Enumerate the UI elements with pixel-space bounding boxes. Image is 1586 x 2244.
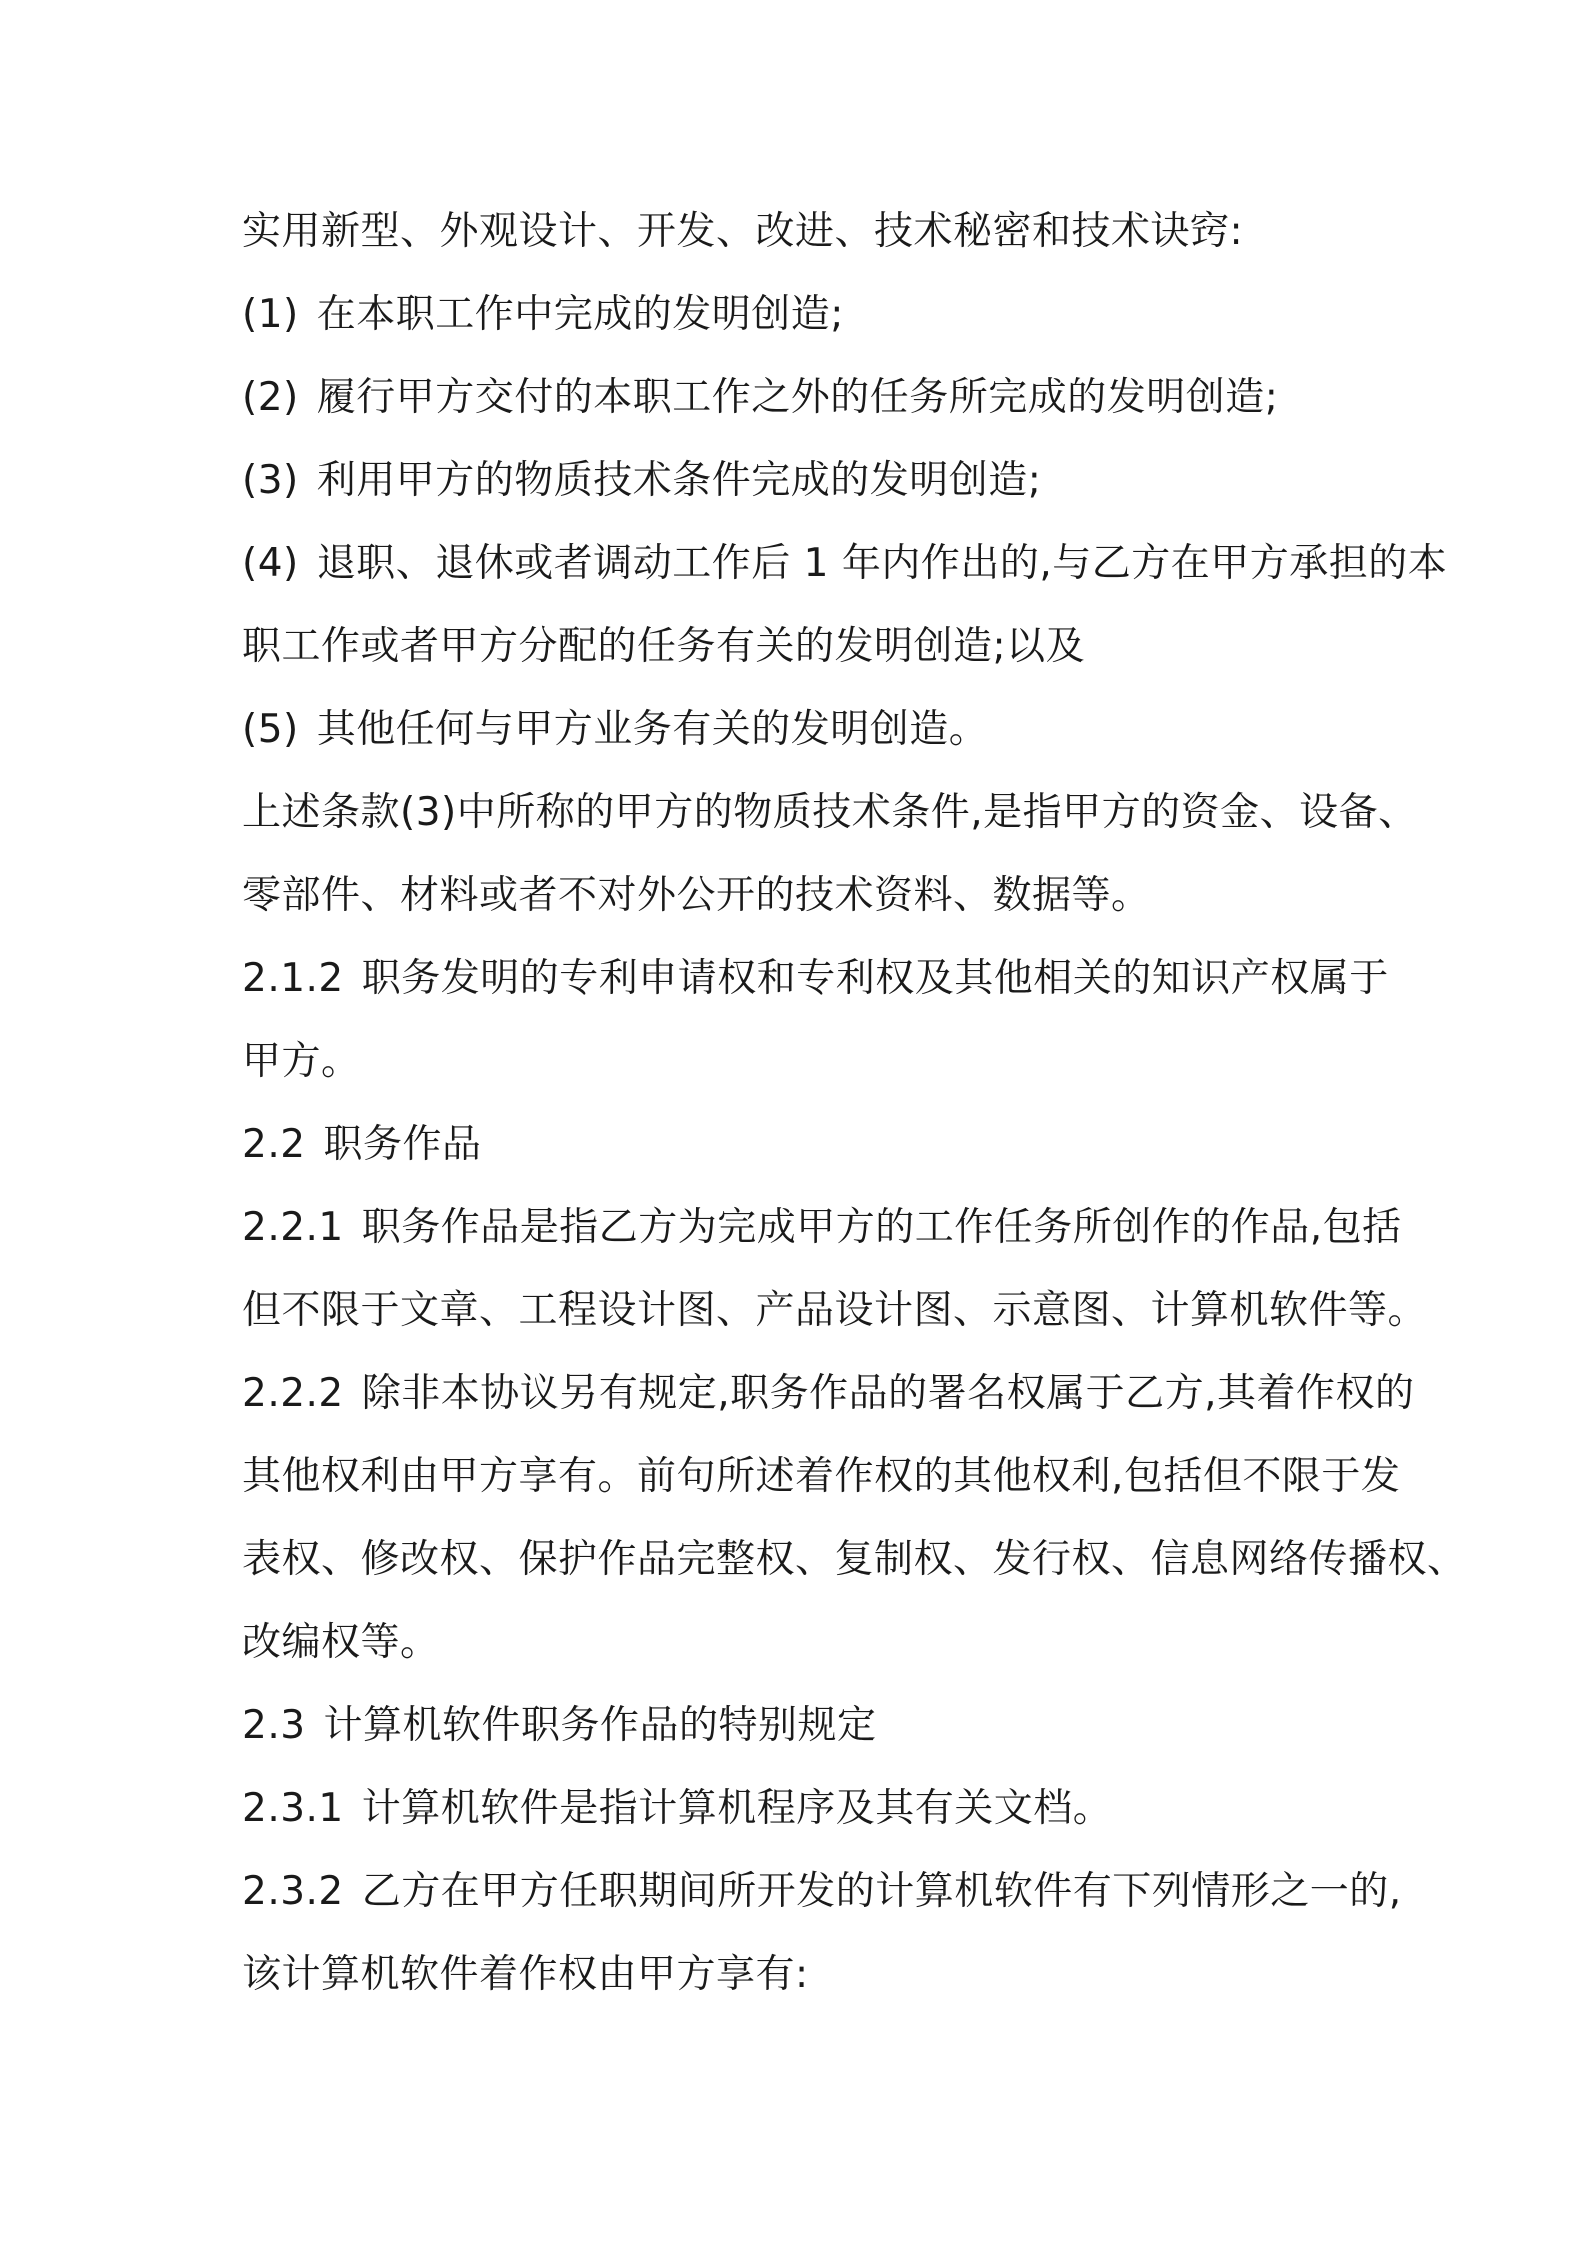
section-heading (242, 1684, 1362, 1767)
clause-number: 2.3 (242, 1703, 306, 1748)
text-line (242, 1269, 1428, 1352)
clause-text: 利用甲方的物质技术条件完成的发明创造; (316, 458, 1042, 503)
clause-number: 2.3.2 (242, 1869, 344, 1914)
text-line (242, 522, 1448, 605)
text-line (242, 771, 1418, 854)
clause-text: 除非本协议另有规定,职务作品的署名权属于乙方,其着作权的 (361, 1371, 1415, 1416)
clause-text: 履行甲方交付的本职工作之外的任务所完成的发明创造; (316, 375, 1279, 420)
text-line (242, 356, 1362, 439)
clause-text: 职工作或者甲方分配的任务有关的发明创造;以及 (242, 624, 1086, 669)
text-line (242, 1435, 1401, 1518)
clause-text: 乙方在甲方任职期间所开发的计算机软件有下列情形之一的, (361, 1869, 1402, 1914)
text-line (242, 1352, 1415, 1435)
clause-text: 该计算机软件着作权由甲方享有: (242, 1952, 809, 1997)
clause-text: 职务发明的专利申请权和专利权及其他相关的知识产权属于 (361, 956, 1389, 1001)
text-line (242, 1601, 1362, 1684)
clause-number: 2.1.2 (242, 956, 344, 1001)
clause-text: 计算机软件是指计算机程序及其有关文档。 (361, 1786, 1113, 1831)
clause-text: 其他权利由甲方享有。前句所述着作权的其他权利,包括但不限于发 (242, 1454, 1401, 1499)
clause-text: 零部件、材料或者不对外公开的技术资料、数据等。 (242, 873, 1151, 918)
text-line (242, 1850, 1402, 1933)
text-line (242, 1020, 1362, 1103)
clause-number: 2.3.1 (242, 1786, 344, 1831)
clause-text: 表权、修改权、保护作品完整权、复制权、发行权、信息网络传播权、 (242, 1537, 1467, 1582)
clause-text: 退职、退休或者调动工作后 1 年内作出的,与乙方在甲方承担的本 (316, 541, 1448, 586)
text-line (242, 273, 1362, 356)
clause-number: (4) (242, 541, 299, 586)
text-line (242, 1767, 1362, 1850)
clause-text: 其他任何与甲方业务有关的发明创造。 (316, 707, 989, 752)
clause-number: (5) (242, 707, 299, 752)
clause-text: 在本职工作中完成的发明创造; (316, 292, 844, 337)
clause-text: 计算机软件职务作品的特别规定 (323, 1703, 877, 1748)
clause-number: 2.2.2 (242, 1371, 344, 1416)
clause-number: 2.2 (242, 1122, 306, 1167)
text-line (242, 1518, 1467, 1601)
clause-text: 职务作品是指乙方为完成甲方的工作任务所创作的作品,包括 (361, 1205, 1402, 1250)
clause-number: (3) (242, 458, 299, 503)
clause-text: 甲方。 (242, 1039, 361, 1084)
text-line (242, 854, 1362, 937)
text-line (242, 937, 1389, 1020)
text-line (242, 1933, 1362, 2016)
clause-text: 职务作品 (323, 1122, 482, 1167)
clause-number: 2.2.1 (242, 1205, 344, 1250)
clause-text: 上述条款(3)中所称的甲方的物质技术条件,是指甲方的资金、设备、 (242, 790, 1418, 835)
document-body (242, 190, 1467, 2016)
text-line (242, 439, 1362, 522)
clause-number: (1) (242, 292, 299, 337)
clause-text: 但不限于文章、工程设计图、产品设计图、示意图、计算机软件等。 (242, 1288, 1428, 1333)
section-heading (242, 1103, 1362, 1186)
clause-text: 改编权等。 (242, 1620, 440, 1665)
clause-text: 实用新型、外观设计、开发、改进、技术秘密和技术诀窍: (242, 209, 1244, 254)
clause-number: (2) (242, 375, 299, 420)
text-line (242, 190, 1362, 273)
text-line (242, 1186, 1402, 1269)
text-line (242, 605, 1362, 688)
text-line (242, 688, 1362, 771)
